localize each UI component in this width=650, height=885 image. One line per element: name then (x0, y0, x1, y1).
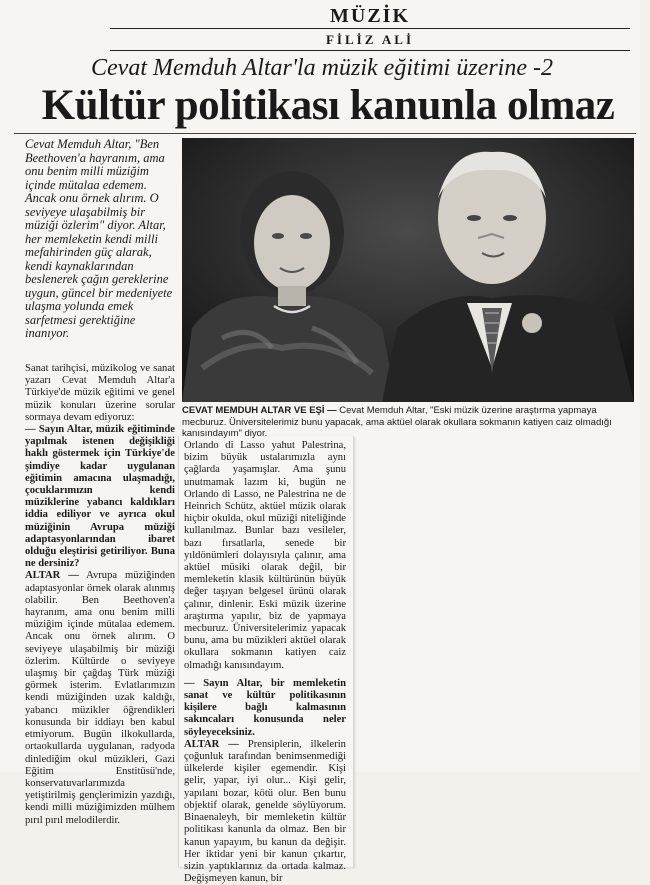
header-rule (14, 133, 636, 134)
col1-paragraph (25, 363, 175, 424)
col1-intro-text: Sanat tarihçisi, müzikolog ve sanat yazarı Cevat Memduh Altar'a Türkiye'de müzik eğitimi ve genel müzik konuları üzerine sorular sormaya devam ediyoruz: (25, 363, 175, 423)
col2-answer-text: Prensiplerin, ilkelerin çoğunluk tarafından benimsenmediği ülkelerde kişiler egemendir. Kişi gelir, yapar, iyi olur... Kişi gelir, yapılanı bozar, kötü olur. Ben bunu objektif olarak, genelde söylüyorum. Binaenaleyh, bir memleketin kültür politikası kanunla da olmaz. Ben bir kanun yapayım, bu kanun da değişir. Her iktidar yeni bir kanun çıkartır, sizin yaptıklarınız da ortada kalmaz. Değişmeyen kanun, bir (184, 738, 346, 885)
col2-question-text: — Sayın Altar, bir memleketin sanat ve kültür politikasının kişilere bağlı kalmasının sakıncaları konusunda neler söyleyeceksiniz. (184, 677, 346, 738)
portrait-photo (182, 138, 634, 402)
col2-intro-text: Orlando di Lasso yahut Palestrina, bizim büyük ustalarımızla aynı çağlarda yaşamışlar. Ama şunu unutmamak lazım ki, bugün ne Orlando di Lasso, ne Palestrina ne de Heinrich Schütz, aktüel müzik olarak hiçbir okulda, okul müziği niteliğinde kullanılmaz. Bunlar bazı vesileler, bazı fırsatlarla, senede bir yıldönümleri dolayısıyla çalınır, ama aktüel müsiki olarak değil, bir memleketin klasik kültürünün büyük değer taşıyan belgesel ürünü olarak çalınır, dinlenir. Eski müzik üzerine araştırma yapılır, biz de yapmaya mecburuz. Üniversitelerimiz yapacak bunu, ama bu müzikleri aktüel olarak okullara sokmanın katiyen caiz olmadığı kanısındayım. (184, 440, 346, 671)
photo-caption (182, 405, 634, 440)
col2-answer (184, 739, 346, 885)
col1-answer (25, 570, 175, 826)
col2-question (184, 678, 346, 739)
article-column-2 (184, 440, 346, 885)
col1-question-text: — Sayın Altar, müzik eğitiminde yapılmak istenen değişikliği haklı göstermek için Türkiye'de şimdiye kadar uygulanan eğitimin amacına ulaşmadığı, çocuklarımızın kendi müziklerine yabancı kaldıkları iddia ediliyor ve ayrıca okul müziğinin Avrupa müziği adaptasyonlarından ibaret olduğu eleştirisi getiriliyor. Buna ne dersiniz? (25, 424, 175, 570)
article-column-1 (25, 363, 175, 827)
col2-paragraph (184, 440, 346, 672)
photo-caption-text: Cevat Memduh Altar, "Eski müzik üzerine araştırma yapmaya mecburuz. Üniversitelerimiz bunu yapacak, ama aktüel olarak okullara sokmanın katiyen caiz olmadığı kanısındayım" diyor. (182, 405, 612, 439)
col2-answer-speaker: ALTAR — (184, 738, 239, 750)
article-subtitle: Cevat Memduh Altar'la müzik eğitimi üzerine -2 (91, 55, 553, 81)
intro-lead (25, 138, 175, 341)
photo-caption-label: CEVAT MEMDUH ALTAR VE EŞİ — (182, 405, 337, 416)
intro-lead-text: Cevat Memduh Altar, "Ben Beethoven'a hayranım, ama onu benim milli müziğim içinde mütalaa edemem. Ancak onu örnek alırım. O seviyeye ulaşabilmiş bir müziği özlerim" diyor. Altar, her memleketin kendi milli mefahirinden güç alarak, kendi kaynaklarından beslenerek çağın gereklerine uygun, güncel bir medeniyete ulaşma yolunda emek sarfetmesi gerektiğine inanıyor. (25, 137, 173, 340)
col1-answer-text: Avrupa müziğinden adaptasyonlar örnek olarak alınmış olabilir. Ben Beethoven'a hayranım, ama onu benim milli müziğim içinde mütalaa edemem. Ancak onu örnek alırım. O seviyeye ulaşabilmiş bir müziği özlerim. Kültürde o seviyeye ulaşmış bir çağdaş Türk müziği görmek isterim. Evlatlarımızın kendi müziğinden uzak kaldığı, yabancı müzikler öğrendikleri konusunda bir iddiayı ben kabul etmiyorum. Bugün ilkokullarda, ortaokullarda uygulanan, radyoda dinlediğim okul müzikleri, Gazi Eğitim Enstitüsü'nde, konservatuvarlarımızda yetiştirilmiş gençlerimizin yazdığı, kendi milli müziğimizden mülhem pırıl pırıl melodilerdir. (25, 570, 175, 826)
col1-answer-speaker: ALTAR — (25, 570, 79, 582)
section-header: MÜZİK (110, 4, 630, 29)
author-byline: FİLİZ ALİ (110, 30, 630, 51)
col1-question (25, 424, 175, 570)
article-title: Kültür politikası kanunla olmaz (41, 82, 615, 129)
photo-illustration (182, 138, 634, 402)
